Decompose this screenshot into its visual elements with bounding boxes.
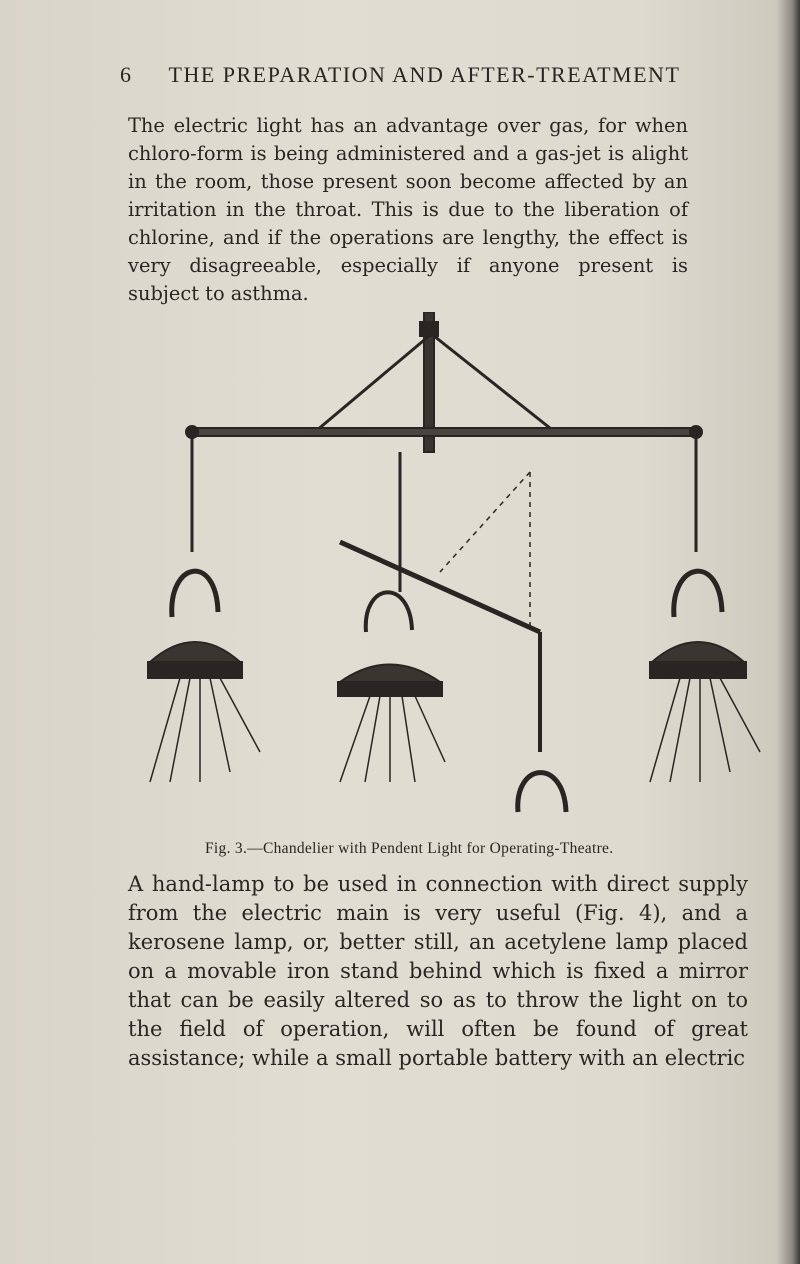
paragraph-electric-light: The electric light has an advantage over gas, for when chloro-form is being administered and a gas-jet is alight in the room, those present soon become affected by an irritation in the throat. This is due to the liberation of chlorine, and if the operations are lengthy, the effect is very disagreeable, especially if anyone present is subject to asthma. <box>128 114 688 305</box>
chandelier-figure <box>140 312 780 832</box>
left-light-rays <box>150 678 260 782</box>
middle-shade <box>340 665 440 683</box>
right-light-rays <box>650 678 760 782</box>
chandelier-illustration <box>140 312 780 832</box>
brace-left <box>310 336 429 436</box>
brace-right <box>434 336 560 436</box>
right-shade-rim <box>650 662 746 678</box>
left-shade-rim <box>148 662 242 678</box>
paragraph-hand-lamp: A hand-lamp to be used in connection with direct supply from the electric main is very useful (Fig. 4), and a kerosene lamp, or, better still, an acetylene lamp placed on a movable iron stand behind which is fixed a mirror that can be easily altered so as to throw the light on to the field of operation, will often be found of great assistance; while a small portable battery with an electric <box>128 872 748 1070</box>
top-fitting <box>420 322 438 336</box>
horizontal-bar <box>190 428 698 436</box>
arm-swing-dotted <box>440 472 530 572</box>
page-number: 6 <box>120 62 133 87</box>
middle-light-rays <box>340 696 445 782</box>
lower-loop <box>518 773 566 812</box>
middle-loop <box>366 592 412 632</box>
diagonal-arm <box>340 542 540 632</box>
left-shade <box>150 642 240 662</box>
right-loop <box>674 571 722 617</box>
left-loop <box>172 571 218 617</box>
running-header <box>120 62 690 88</box>
figure-caption: Fig. 3.—Chandelier with Pendent Light for Operating-Theatre. <box>205 840 614 857</box>
running-head-title: THE PREPARATION AND AFTER-TREATMENT <box>168 62 681 87</box>
right-shade <box>652 642 744 662</box>
middle-shade-rim <box>338 682 442 696</box>
